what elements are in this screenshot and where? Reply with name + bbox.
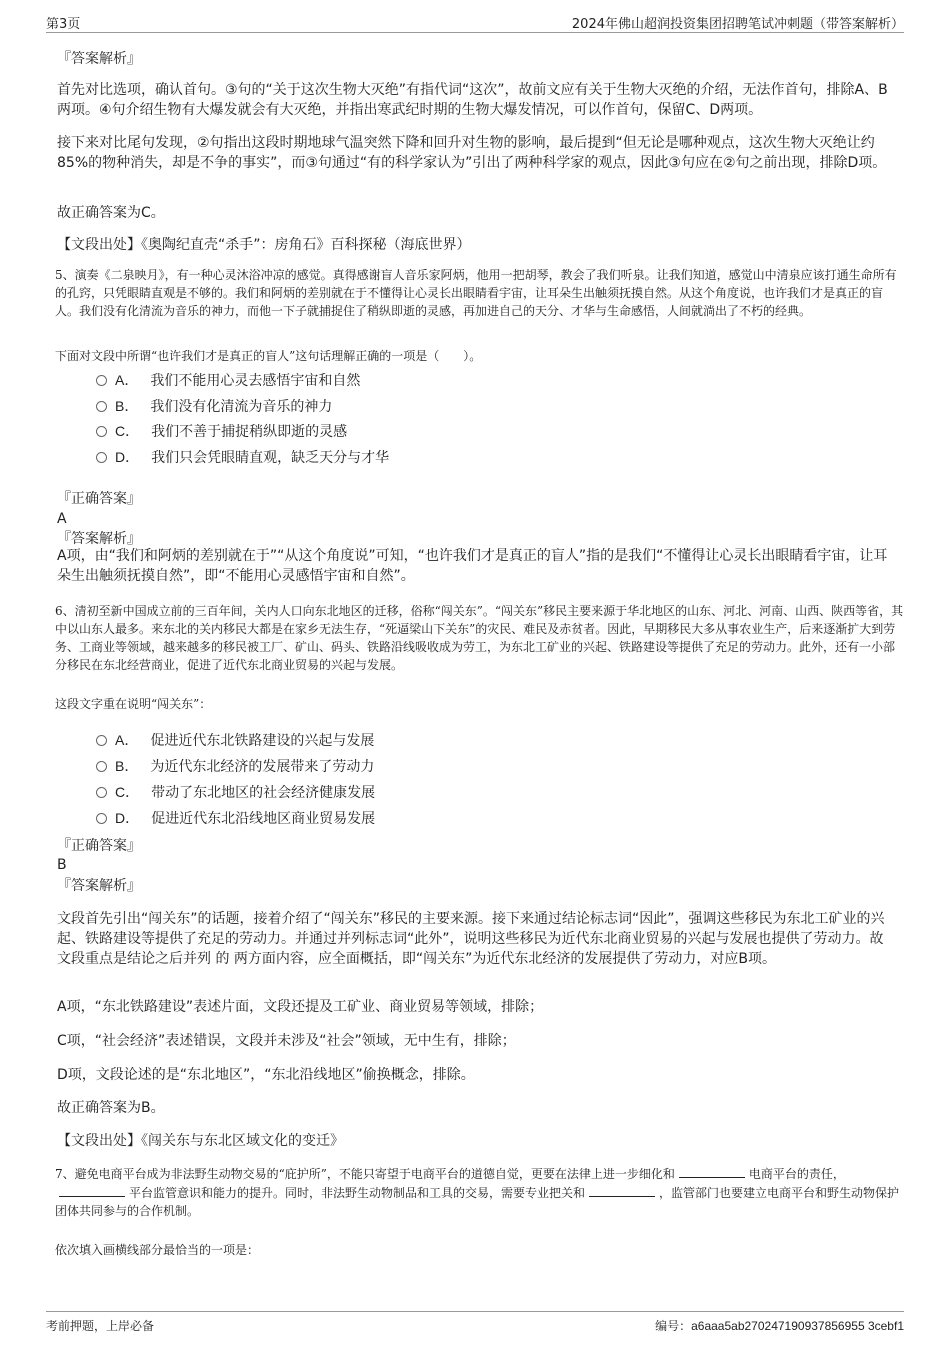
page-header <box>46 10 904 33</box>
radio-icon[interactable] <box>96 761 107 772</box>
question-7-stem: 7、避免电商平台成为非法野生动物交易的“庇护所”，不能只寄望于电商平台的道德自觉，更要在法律上进一步细化和 电商平台的责任，平台监管意识和能力的提升。同时，非法野生动物制品和工具的交易，需要专业把关和 ，监管部门也要建立电商平台和野生动物保护团体共同参与的合作机制。 <box>55 1164 905 1220</box>
analysis-paragraph: C项，“社会经济”表述错误，文段并未涉及“社会”领域，无中生有，排除； <box>57 1033 516 1049</box>
conclusion: 故正确答案为B。 <box>57 1100 165 1116</box>
radio-icon[interactable] <box>96 787 107 798</box>
question-7-prompt: 依次填入画横线部分最恰当的一项是： <box>55 1243 260 1257</box>
analysis-heading: 『答案解析』 <box>57 878 141 894</box>
option-b[interactable]: B． 我们没有化清流为音乐的神力 <box>96 397 332 416</box>
radio-icon[interactable] <box>96 401 107 412</box>
analysis-paragraph: D项，文段论述的是“东北地区”，“东北沿线地区”偷换概念，排除。 <box>57 1067 475 1083</box>
option-a[interactable]: A． 促进近代东北铁路建设的兴起与发展 <box>96 731 374 750</box>
conclusion: 故正确答案为C。 <box>57 205 165 221</box>
analysis-heading: 『答案解析』 <box>57 531 141 547</box>
option-d[interactable]: D． 我们只会凭眼睛直观，缺乏天分与才华 <box>96 448 389 467</box>
page-number: 第3页 <box>46 17 81 32</box>
analysis-paragraph: 文段首先引出“闯关东”的话题，接着介绍了“闯关东”移民的主要来源。接下来通过结论标志词“因此”，强调这些移民为东北工矿业的兴起、铁路建设等提供了充足的劳动力。并通过并列标志词“此外”，说明这些移民为近代东北商业贸易的兴起与发展也提供了劳动力。故文段重点是结论之后并列 的 两方面内容，应全面概括，即“闯关东”为近代东北经济的发展提供了劳动力，对应B项。 <box>57 911 885 967</box>
option-c[interactable]: C． 带动了东北地区的社会经济健康发展 <box>96 783 375 802</box>
option-a[interactable]: A． 我们不能用心灵去感悟宇宙和自然 <box>96 371 360 390</box>
analysis-heading: 『答案解析』 <box>57 51 141 67</box>
answer-heading: 『正确答案』 <box>57 491 141 507</box>
option-c[interactable]: C． 我们不善于捕捉稍纵即逝的灵感 <box>96 422 347 441</box>
option-b[interactable]: B． 为近代东北经济的发展带来了劳动力 <box>96 757 374 776</box>
source-citation: 【文段出处】《闯关东与东北区域文化的变迁》 <box>57 1133 344 1149</box>
correct-answer: B <box>57 857 67 873</box>
analysis-paragraph: A项，由“我们和阿炳的差别就在于”“从这个角度说”可知，“也许我们才是真正的盲人”指的是我们“不懂得让心灵长出眼睛看宇宙，让耳朵生出触须抚摸自然”，即“不能用心灵感悟宇宙和自然”。 <box>57 548 888 584</box>
source-citation: 【文段出处】《奥陶纪直壳“杀手”：房角石》百科探秘（海底世界） <box>57 237 471 253</box>
analysis-paragraph: 接下来对比尾句发现，②句指出这段时期地球气温突然下降和回升对生物的影响，最后提到“但无论是哪种观点，这次生物大灭绝让约85%的物种消失，却是不争的事实”，而③句通过“有的科学家认为”引出了两种科学家的观点，因此③句应在②句之前出现，排除D项。 <box>57 135 887 171</box>
option-d[interactable]: D． 促进近代东北沿线地区商业贸易发展 <box>96 809 375 828</box>
radio-icon[interactable] <box>96 426 107 437</box>
analysis-paragraph: A项，“东北铁路建设”表述片面，文段还提及工矿业、商业贸易等领域，排除； <box>57 999 544 1015</box>
document-title: 2024年佛山超润投资集团招聘笔试冲刺题（带答案解析） <box>571 17 904 32</box>
question-5-stem: 5、演奏《二泉映月》，有一种心灵沐浴冲凉的感觉。真得感谢盲人音乐家阿炳，他用一把胡琴，教会了我们听泉。让我们知道，感觉山中清泉应该打通生命所有的孔窍，只凭眼睛直观是不够的。我们和阿炳的差别就在于不懂得让心灵长出眼睛看宇宙，让耳朵生出触须抚摸自然。从这个角度说，也许我们才是真正的盲人。我们没有化清流为音乐的神力，而他一下子就捕捉住了稍纵即逝的灵感，再加进自己的天分、才华与生命感悟，人间就淌出了不朽的经典。 <box>55 268 897 318</box>
analysis-paragraph: 首先对比选项，确认首句。③句的“关于这次生物大灭绝”有指代词“这次”，故前文应有关于生物大灭绝的介绍，无法作首句，排除A、B两项。④句介绍生物有大爆发就会有大灭绝，并指出寒武纪时期的生物大爆发情况，可以作首句，保留C、D两项。 <box>57 82 888 118</box>
footer-slogan: 考前押题，上岸必备 <box>46 1319 155 1333</box>
answer-heading: 『正确答案』 <box>57 838 141 854</box>
radio-icon[interactable] <box>96 735 107 746</box>
fill-blank[interactable] <box>589 1183 655 1197</box>
document-code: 编号：a6aaa5ab270247190937856955 3cebf1 <box>655 1319 904 1333</box>
fill-blank[interactable] <box>59 1183 125 1197</box>
question-6-prompt: 这段文字重在说明“闯关东”： <box>55 697 212 711</box>
radio-icon[interactable] <box>96 813 107 824</box>
fill-blank[interactable] <box>679 1164 745 1178</box>
question-5-prompt: 下面对文段中所谓“也许我们才是真正的盲人”这句话理解正确的一项是（ ）。 <box>55 349 482 363</box>
radio-icon[interactable] <box>96 452 107 463</box>
page-footer <box>46 1311 904 1336</box>
correct-answer: A <box>57 511 67 527</box>
question-6-stem: 6、清初至新中国成立前的三百年间，关内人口向东北地区的迁移，俗称“闯关东”。“闯关东”移民主要来源于华北地区的山东、河北、河南、山西、陕西等省，其中以山东人最多。来东北的关内移民大都是在家乡无法生存，“死逼梁山下关东”的灾民、难民及赤贫者。因此，早期移民大多从事农业生产，后来逐渐扩大到劳务、工商业等领域，越来越多的移民被工厂、矿山、码头、铁路沿线吸收成为劳工，为东北工矿业的兴起、铁路建设等提供了充足的劳动力。此外，还有一小部分移民在东北经营商业，促进了近代东北商业贸易的兴起与发展。 <box>55 604 904 672</box>
radio-icon[interactable] <box>96 375 107 386</box>
